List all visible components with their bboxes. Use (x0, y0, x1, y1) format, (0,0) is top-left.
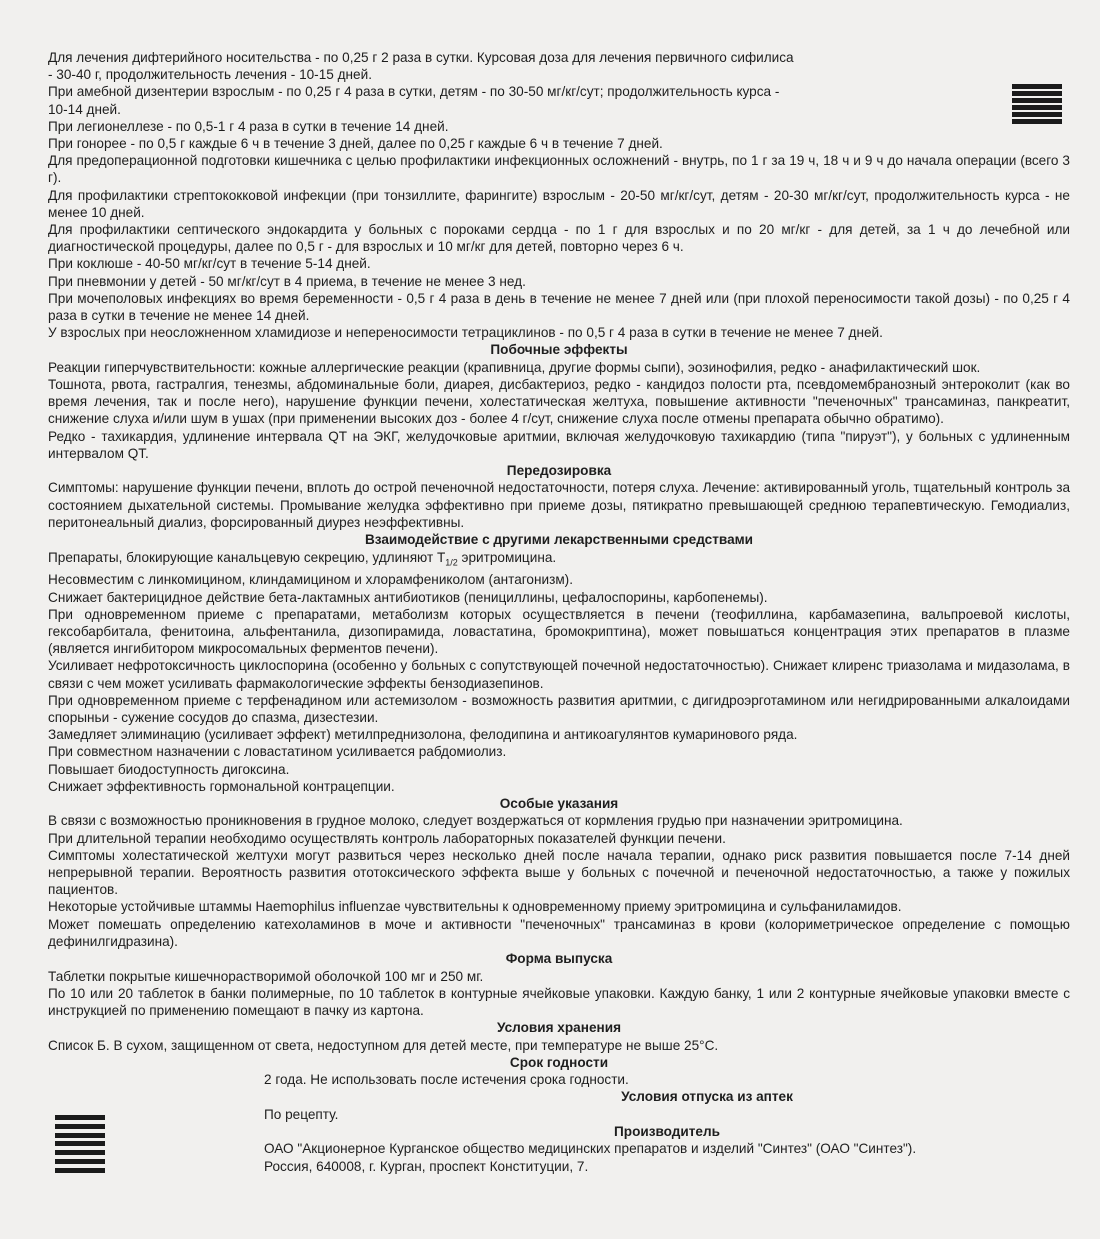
dosage-line: Для профилактики септического эндокардита у больных с пороками сердца - по 1 г для взрослых и по 20 мг/кг - для детей, за 1 ч до лечебной или диагностической процедуры, далее по 0,5 г - для взрослых и 10 мг/кг для детей, повторно через 6 ч. (48, 222, 1070, 255)
paragraph: При одновременном приеме с терфенадином или астемизолом - возможность развития аритмии, с дигидроэрготамином или негидрированными алкалоидами спорыньи - сужение сосудов до спазма, дизестезии. (48, 692, 1070, 726)
paragraph: Редко - тахикардия, удлинение интервала QT на ЭКГ, желудочковые аритмии, включая желудочковую тахикардию (типа "пируэт"), у больных с удлиненным интервалом QT. (48, 428, 1070, 461)
shelf-life-section (48, 1054, 1070, 1089)
paragraph: ОАО "Акционерное Курганское общество медицинских препаратов и изделий "Синтез" (ОАО "Синтез"). (264, 1141, 917, 1157)
paragraph: Таблетки покрытые кишечнорастворимой оболочкой 100 мг и 250 мг. (48, 968, 484, 984)
paragraph: В связи с возможностью проникновения в грудное молоко, следует воздержаться от кормления грудью при назначении эритромицина. (48, 813, 903, 829)
paragraph: По 10 или 20 таблеток в банки полимерные, по 10 таблеток в контурные ячейковые упаковки. Каждую банку, 1 или 2 контурные ячейковые упаковки вместе с инструкцией по применению помещают в пачку из картона. (48, 985, 1070, 1018)
section-heading: Условия хранения (496, 1020, 622, 1036)
paragraph: При совместном назначении с ловастатином усиливается рабдомиолиз. (48, 744, 507, 760)
side-effects-section (48, 341, 1070, 462)
paragraph: Усиливает нефротоксичность циклоспорина (особенно у больных с сопутствующей почечной недостаточностью). Снижает клиренс триазолама и мидазолама, в связи с чем может усиливать фармакологические эффекты бензодиазепинов. (48, 658, 1070, 691)
storage-section (48, 1019, 1070, 1054)
section-heading: Побочные эффекты (490, 342, 628, 358)
dosage-line: Для предоперационной подготовки кишечника с целью профилактики инфекционных осложнений - внутрь, по 1 г за 19 ч, 18 ч и 9 ч до начала операции (всего 3 г). (48, 153, 1070, 186)
text-fragment: эритромицина. (457, 549, 557, 565)
overdose-section (48, 462, 1070, 531)
dosage-line: При пневмонии у детей - 50 мг/кг/сут в 4 приема, в течение не менее 3 нед. (48, 273, 526, 289)
section-heading: Передозировка (506, 463, 612, 479)
paragraph: Реакции гиперчувствительности: кожные аллергические реакции (крапивница, другие формы сыпи), эозинофилия, редко - анафилактический шок. (48, 359, 981, 375)
special-notes-section (48, 795, 1070, 950)
dosage-line: При коклюше - 40-50 мг/кг/сут в течение 5-14 дней. (48, 256, 371, 272)
dosage-line: При амебной дизентерии взрослым - по 0,25 г 4 раза в сутки, детям - по 30-50 мг/кг/сут; продолжительность курса - (48, 84, 780, 100)
paragraph: 2 года. Не использовать после истечения срока годности. (264, 1072, 629, 1088)
paragraph: Повышает биодоступность дигоксина. (48, 761, 290, 777)
dosage-line: При гонорее - по 0,5 г каждые 6 ч в течение 3 дней, далее по 0,25 г каждые 6 ч в течение 7 дней. (48, 136, 663, 152)
paragraph: Некоторые устойчивые штаммы Haemophilus influenzae чувствительны к одновременному приему эритромицина и сульфаниламидов. (48, 899, 902, 915)
paragraph: Может помешать определению катехоламинов в моче и активности "печеночных" трансаминаз в крови (колориметрическое определение с помощью дефинилгидразина). (48, 916, 1070, 949)
dispensing-section (48, 1088, 1070, 1123)
dosage-section (48, 49, 1070, 341)
dosage-line: 10-14 дней. (48, 101, 121, 117)
paragraph: Тошнота, рвота, гастралгия, тенезмы, абдоминальные боли, диарея, дисбактериоз, редко - кандидоз полости рта, псевдомембранозный энтероколит (как во время лечения, так и после него), нарушение функции печени, холестатическая желтуха, повышение активности "печеночных" трансаминаз, панкреатит, снижение слуха и/или шум в ушах (при применении высоких доз - более 4 г/сут, снижение слуха после отмены препарата обычно обратимо). (48, 377, 1070, 427)
dosage-line: При легионеллезе - по 0,5-1 г 4 раза в сутки в течение 14 дней. (48, 118, 449, 134)
paragraph (48, 549, 1070, 572)
dosage-line: У взрослых при неосложненном хламидиозе и непереносимости тетрациклинов - по 0,5 г 4 раза в сутки в течение не менее 7 дней. (48, 325, 883, 341)
section-heading: Взаимодействие с другими лекарственными средствами (364, 532, 754, 548)
section-heading: Условия отпуска из аптек (621, 1089, 793, 1105)
paragraph: Симптомы холестатической желтухи могут развиться через несколько дней после начала терапии, однако риск развития повышается после 7-14 дней непрерывной терапии. Вероятность развития ототоксического эффекта выше у больных с почечной и печеночной недостаточностью, а также у пожилых пациентов. (48, 847, 1070, 898)
dosage-line: - 30-40 г, продолжительность лечения - 10-15 дней. (48, 67, 372, 83)
paragraph: Список Б. В сухом, защищенном от света, недоступном для детей месте, при температуре не выше 25°С. (48, 1037, 719, 1053)
paragraph: При длительной терапии необходимо осуществлять контроль лабораторных показателей функции печени. (48, 830, 726, 846)
section-heading: Особые указания (499, 796, 619, 812)
paragraph: При одновременном приеме с препаратами, метаболизм которых осуществляется в печени (теофиллина, карбамазепина, вальпроевой кислоты, гексобарбитала, фенитоина, альфентанила, дизопирамида, ловастатина, бромокриптина), может повышаться концентрация этих препаратов в плазме (является ингибитором микросомальных ферментов печени). (48, 606, 1070, 657)
section-heading: Форма выпуска (505, 951, 613, 967)
release-form-section (48, 950, 1070, 1019)
section-heading: Производитель (614, 1123, 720, 1139)
section-heading: Срок годности (509, 1054, 609, 1070)
manufacturer-section (48, 1123, 1070, 1175)
paragraph: Симптомы: нарушение функции печени, вплоть до острой печеночной недостаточности, потеря слуха. Лечение: активированный уголь, тщательный контроль за состоянием дыхательной системы. Промывание желудка эффективно при приеме дозы, пятикратно превышающей среднюю терапевтическую. Гемодиализ, перитонеальный диализ, форсированный диурез неэффективны. (48, 480, 1070, 530)
paragraph: Замедляет элиминацию (усиливает эффект) метилпреднизолона, фелодипина и антикоагулянтов кумаринового ряда. (48, 727, 798, 743)
dosage-line: Для профилактики стрептококковой инфекции (при тонзиллите, фарингите) взрослым - 20-50 мг/кг/сут, детям - 20-30 мг/кг/сут, продолжительность курса - не менее 10 дней. (48, 187, 1070, 220)
instruction-leaflet (48, 49, 1070, 1175)
dosage-line: Для лечения дифтерийного носительства - по 0,25 г 2 раза в сутки. Курсовая доза для лечения первичного сифилиса (48, 50, 794, 65)
paragraph: Россия, 640008, г. Курган, проспект Конституции, 7. (264, 1158, 589, 1174)
paragraph: Снижает бактерицидное действие бета-лактамных антибиотиков (пенициллины, цефалоспорины, карбопенемы). (48, 589, 768, 605)
interactions-section (48, 531, 1070, 795)
text-fragment: Препараты, блокирующие канальцевую секрецию, удлиняют T (48, 549, 446, 565)
paragraph: Несовместим с линкомицином, клиндамицином и хлорамфениколом (антагонизм). (48, 572, 573, 588)
subscript: 1/2 (445, 557, 458, 568)
dosage-line: При мочеполовых инфекциях во время беременности - 0,5 г 4 раза в день в течение не менее 7 дней или (при плохой переносимости такой дозы) - по 0,25 г 4 раза в сутки в течение не менее 14 дней. (48, 290, 1070, 324)
paragraph: Снижает эффективность гормональной контрацепции. (48, 778, 395, 794)
paragraph: По рецепту. (264, 1106, 339, 1122)
